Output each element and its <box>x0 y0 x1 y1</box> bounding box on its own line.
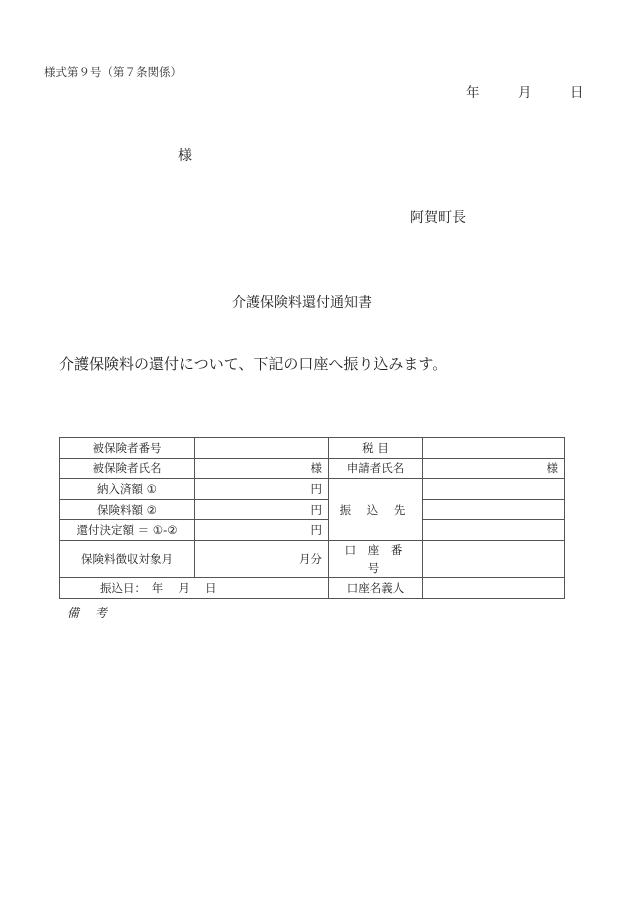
transfer-destination-field-3[interactable] <box>423 520 565 541</box>
account-holder-field[interactable] <box>423 577 565 598</box>
issuer-name: 阿賀町長 <box>410 210 466 226</box>
table-row <box>60 438 565 459</box>
date-year-label: 年 <box>466 85 480 101</box>
insured-number-label: 被保険者番号 <box>60 438 195 459</box>
table-row <box>60 458 565 479</box>
target-month-field[interactable]: 月分 <box>195 540 329 577</box>
paid-amount-label: 納入済額 ① <box>60 479 195 500</box>
premium-amount-field[interactable]: 円 <box>195 499 329 520</box>
transfer-date-field[interactable]: 振込日： 年 月 日 <box>60 577 329 598</box>
document-title-text: 介護保険料還付通知書 <box>232 295 372 311</box>
account-number-field[interactable] <box>423 540 565 577</box>
refund-amount-field[interactable]: 円 <box>195 520 329 541</box>
refund-details-table <box>59 437 565 599</box>
applicant-name-field[interactable]: 様 <box>423 458 565 479</box>
form-number: 様式第９号（第７条関係） <box>44 65 182 79</box>
target-month-label: 保険料徴収対象月 <box>60 540 195 577</box>
insured-number-field[interactable] <box>195 438 329 459</box>
date-day-label: 日 <box>570 85 584 101</box>
account-holder-label: 口座名義人 <box>329 577 423 598</box>
addressee-honorific: 様 <box>178 148 192 164</box>
account-number-label: 口 座 番 号 <box>329 540 423 577</box>
table-row <box>60 577 565 598</box>
table-row <box>60 479 565 500</box>
table-row <box>60 520 565 541</box>
paid-amount-field[interactable]: 円 <box>195 479 329 500</box>
table-row <box>60 499 565 520</box>
remarks-label: 備 考 <box>67 606 113 620</box>
transfer-destination-field-1[interactable] <box>423 479 565 500</box>
transfer-destination-label: 振 込 先 <box>329 479 423 541</box>
insured-name-field[interactable]: 様 <box>195 458 329 479</box>
refund-amount-label: 還付決定額 ＝ ①-② <box>60 520 195 541</box>
body-text: 介護保険料の還付について、下記の口座へ振り込みます。 <box>59 355 448 373</box>
tax-item-field[interactable] <box>423 438 565 459</box>
table-row <box>60 540 565 577</box>
insured-name-label: 被保険者氏名 <box>60 458 195 479</box>
premium-amount-label: 保険料額 ② <box>60 499 195 520</box>
tax-item-label: 税 目 <box>329 438 423 459</box>
transfer-destination-field-2[interactable] <box>423 499 565 520</box>
document-title <box>0 292 630 312</box>
applicant-name-label: 申請者氏名 <box>329 458 423 479</box>
date-month-label: 月 <box>518 85 532 101</box>
